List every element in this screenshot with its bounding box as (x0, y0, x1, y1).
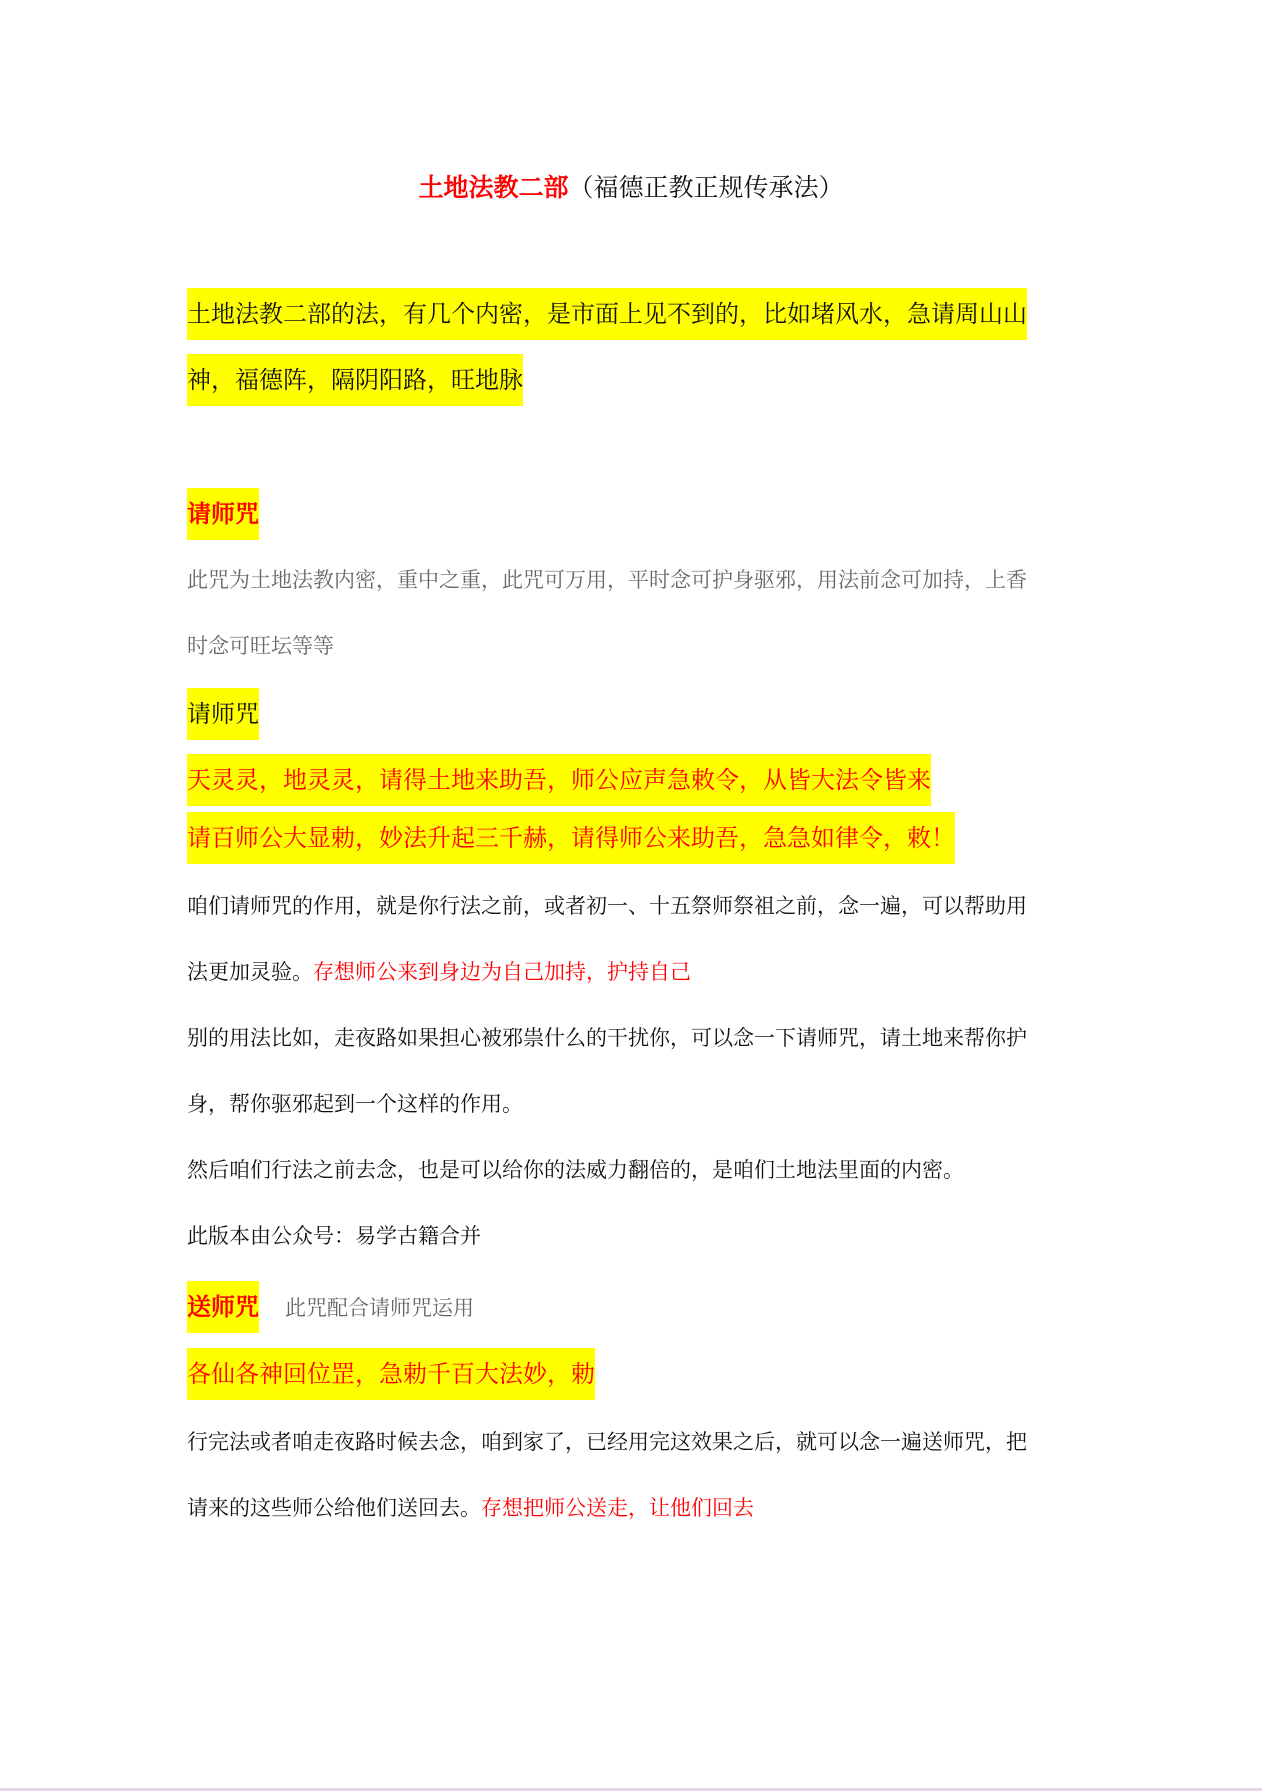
qingshi-body-2-line-1: 别的用法比如，走夜路如果担心被邪祟什么的干扰你，可以念一下请师咒，请土地来帮你护 (187, 1026, 1027, 1050)
document-title (0, 168, 1262, 204)
songshi-chant-text: 各仙各神回位罡，急勅千百大法妙，勅 (187, 1348, 595, 1400)
qingshi-subheading (187, 702, 259, 726)
qingshi-note-line-2: 时念可旺坛等等 (187, 634, 334, 658)
intro-paragraph-line-1 (187, 302, 1027, 326)
songshi-visualize-note: 存想把师公送走，让他们回去 (481, 1496, 754, 1520)
qingshi-body-3: 然后咱们行法之前去念，也是可以给你的法威力翻倍的，是咱们土地法里面的内密。 (187, 1158, 964, 1182)
qingshi-visualize-note: 存想师公来到身边为自己加持，护持自己 (313, 960, 691, 984)
qingshi-note-line-1: 此咒为土地法教内密，重中之重，此咒可万用，平时念可护身驱邪，用法前念可加持，上香 (187, 568, 1027, 592)
songshi-body-line-2 (187, 1498, 754, 1519)
qingshi-body-2-line-2: 身，帮你驱邪起到一个这样的作用。 (187, 1092, 523, 1116)
title-main: 土地法教二部 (418, 173, 569, 202)
songshi-note: 此咒配合请师咒运用 (285, 1296, 474, 1320)
title-subtitle: （福德正教正规传承法） (568, 173, 844, 202)
qingshi-body-1-line-2 (187, 962, 691, 983)
qingshi-chant-line-2 (187, 826, 955, 850)
songshi-body-line-1: 行完法或者咱走夜路时候去念，咱到家了，已经用完这效果之后，就可以念一遍送师咒，把 (187, 1430, 1027, 1454)
source-credit: 此版本由公众号：易学古籍合并 (187, 1224, 481, 1248)
section-heading-qingshi (187, 502, 259, 526)
intro-paragraph-line-2 (187, 368, 523, 392)
qingshi-body-1-line-1: 咱们请师咒的作用，就是你行法之前，或者初一、十五祭师祭祖之前，念一遍，可以帮助用 (187, 894, 1027, 918)
qingshi-chant-line-1 (187, 768, 931, 792)
qingshi-subheading-text: 请师咒 (187, 688, 259, 740)
section-heading-qingshi-text: 请师咒 (187, 488, 259, 540)
qingshi-chant-text-1: 天灵灵，地灵灵，请得土地来助吾，师公应声急敕令，从皆大法令皆来 (187, 754, 931, 806)
intro-highlight-1: 土地法教二部的法，有几个内密，是市面上见不到的，比如堵风水，急请周山山 (187, 288, 1027, 340)
songshi-body-line-2-text: 请来的这些师公给他们送回去。 (187, 1496, 481, 1520)
qingshi-body-1-line-2-text: 法更加灵验。 (187, 960, 313, 984)
intro-highlight-2: 神，福德阵，隔阴阳路，旺地脉 (187, 354, 523, 406)
qingshi-chant-text-2: 请百师公大显勅，妙法升起三千赫，请得师公来助吾，急急如律令，敕！ (187, 812, 955, 864)
section-heading-songshi (187, 1295, 474, 1319)
section-heading-songshi-text: 送师咒 (187, 1281, 259, 1333)
songshi-chant (187, 1362, 595, 1386)
